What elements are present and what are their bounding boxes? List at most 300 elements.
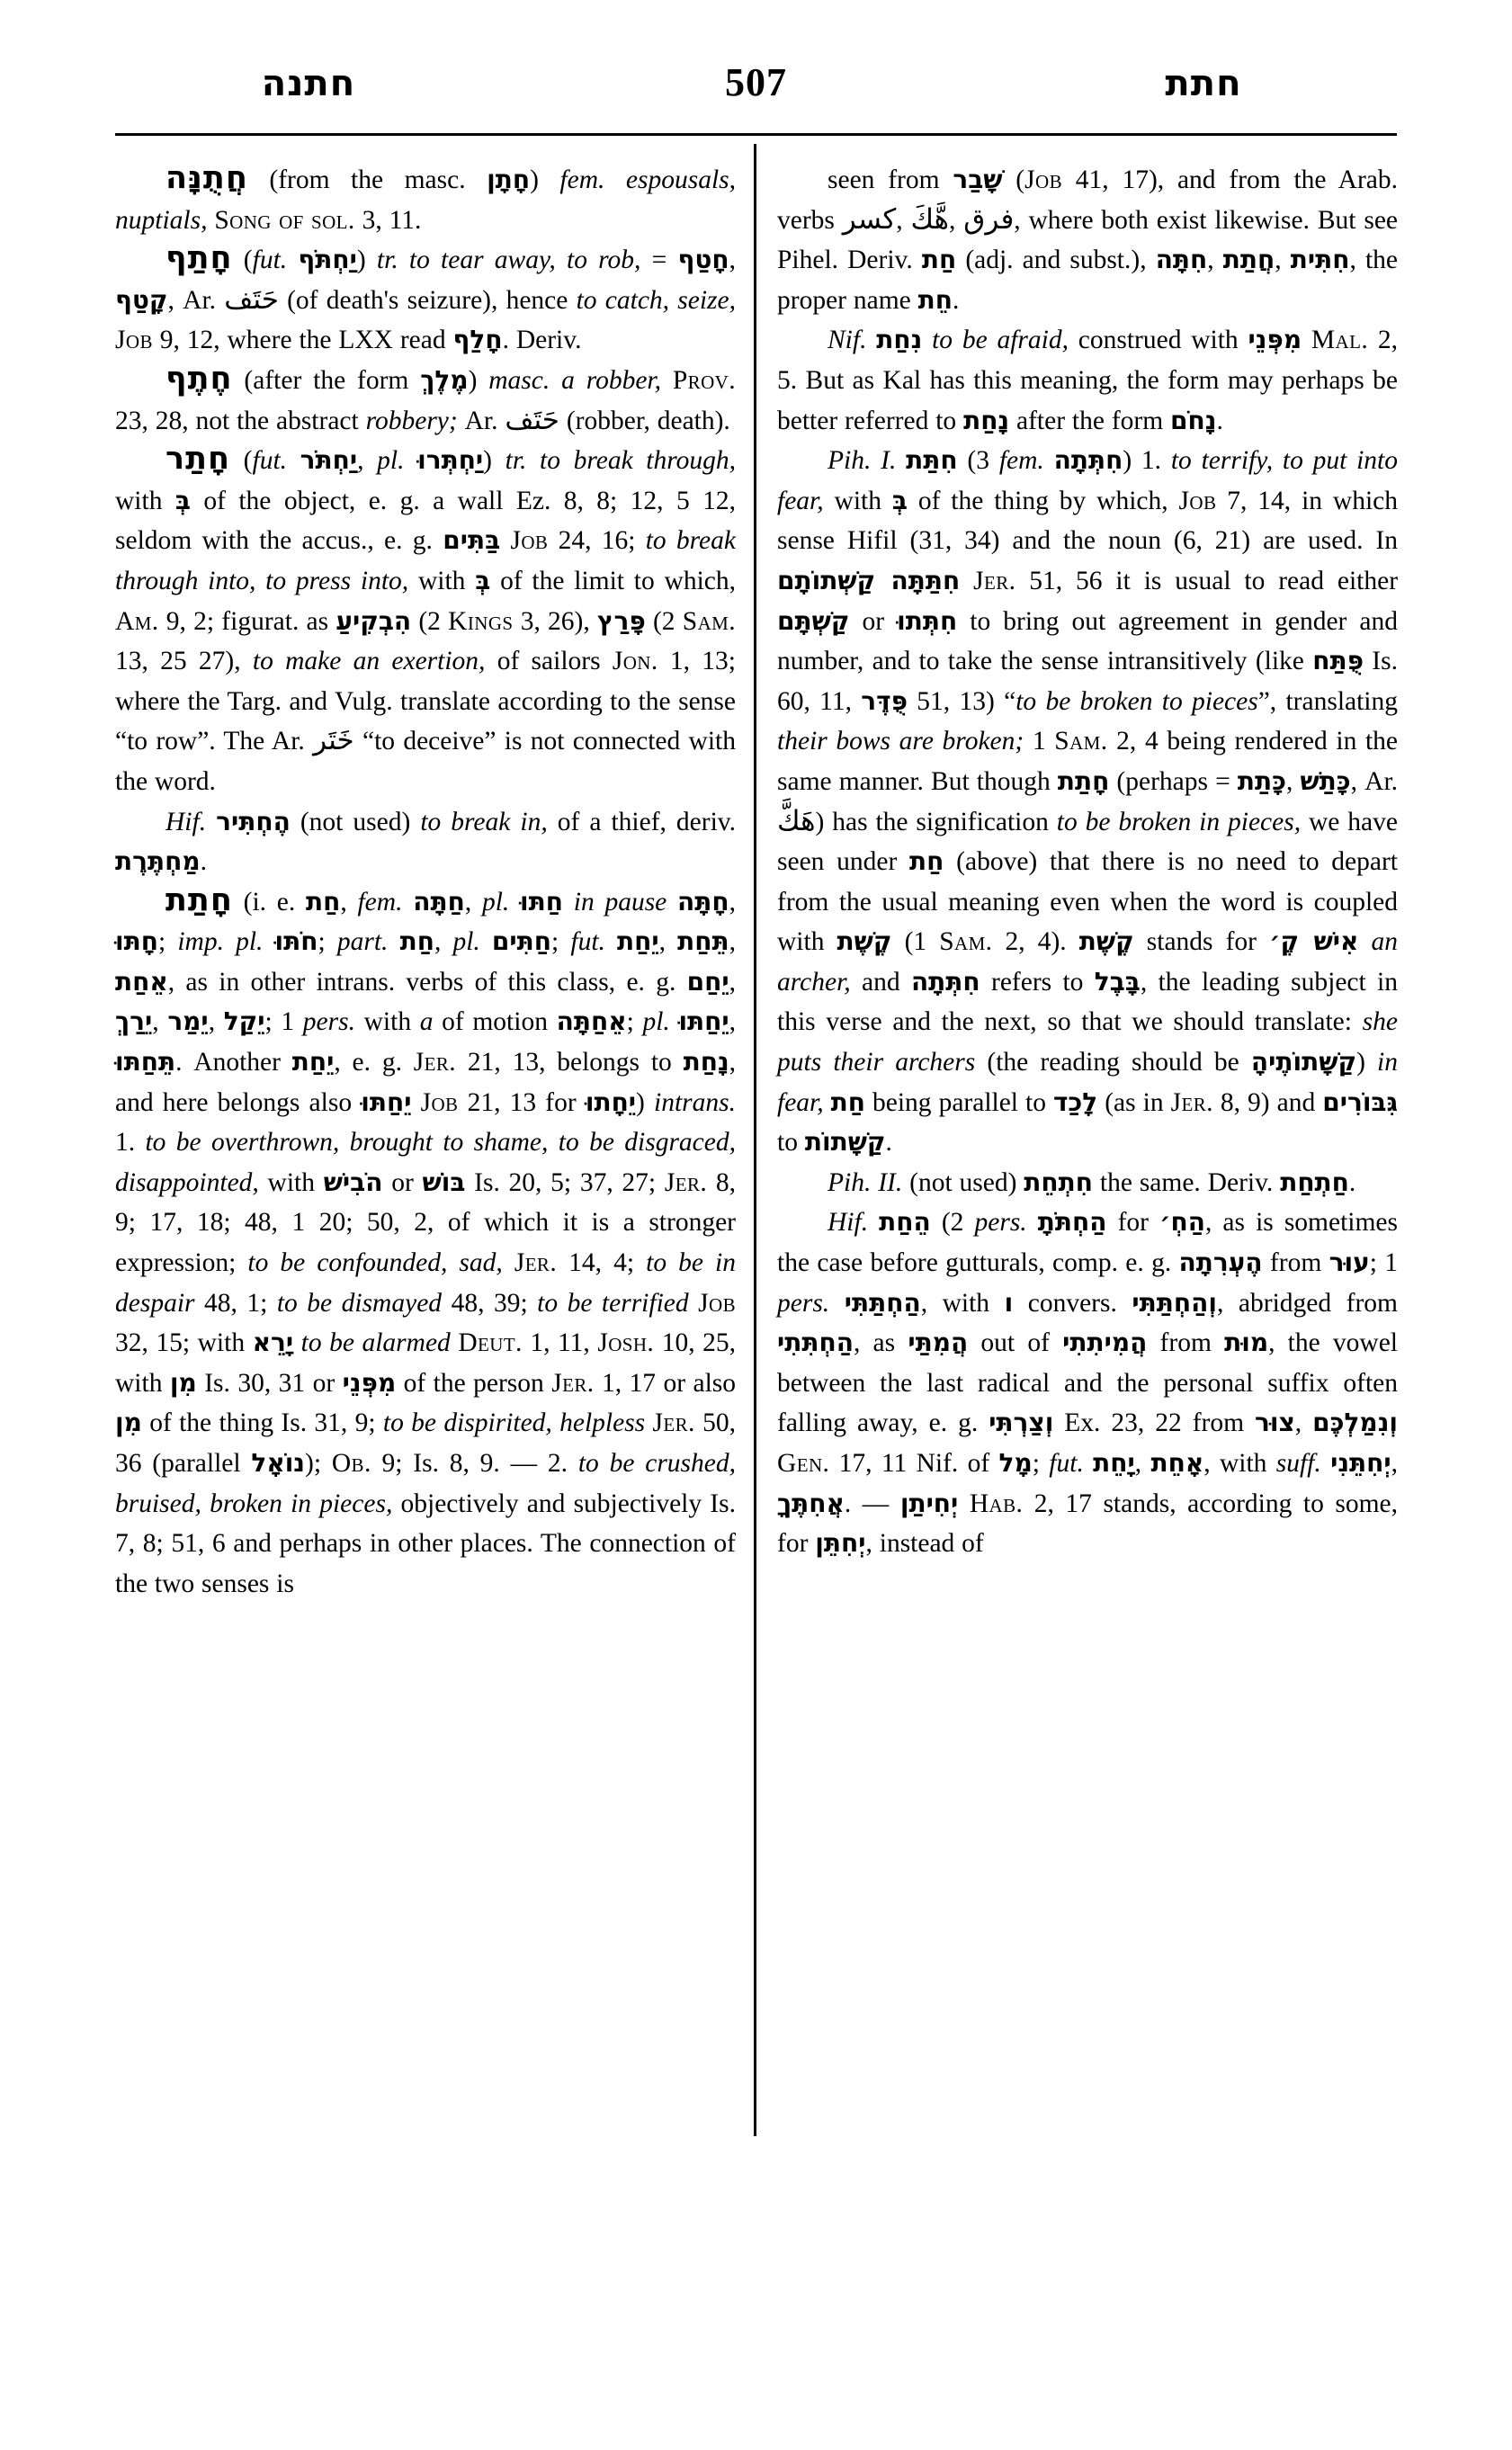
- hebrew-word: הַחְתֹּתָ: [1037, 1207, 1107, 1238]
- hebrew-word: אָחֵת: [1150, 1448, 1204, 1478]
- entry-lemma: חָתַת: [166, 881, 233, 918]
- body-text: the same. Deriv.: [1093, 1167, 1281, 1197]
- hebrew-word: הַחְתִּתִי: [777, 1328, 854, 1358]
- body-text: [1358, 927, 1371, 956]
- hebrew-word: גִּבּוֹרִים: [1322, 1086, 1399, 1117]
- scripture-reference: Sam.: [939, 927, 993, 957]
- body-text: ,: [896, 205, 911, 235]
- scripture-reference: Job: [420, 1087, 459, 1117]
- body-text: ): [468, 365, 489, 395]
- body-text: 1: [1032, 727, 1055, 756]
- hebrew-word: צוּר: [1255, 1408, 1295, 1438]
- conjugation-label: Hif.: [166, 807, 207, 836]
- hebrew-word: חַתִּים: [491, 926, 552, 957]
- gloss-italic: to be afraid,: [932, 326, 1078, 355]
- hebrew-word: חָתָן: [487, 165, 531, 194]
- body-text: , the proper name: [777, 246, 1399, 315]
- page-number: 507: [725, 60, 787, 104]
- gloss-italic: to break through into, to press into,: [115, 526, 736, 595]
- body-text: , e. g.: [334, 1048, 414, 1077]
- dictionary-entry: [115, 441, 736, 801]
- left-column: [115, 160, 736, 1604]
- hebrew-word: מִן: [169, 1367, 197, 1398]
- hebrew-word: חִתְחֵת: [1024, 1167, 1094, 1197]
- body-text: 32, 15; with: [115, 1328, 253, 1358]
- body-text: with: [115, 486, 175, 515]
- hebrew-word: קַשָּׁתוֹתֶיהָ: [1250, 1047, 1357, 1077]
- body-text: stands for: [1133, 927, 1270, 957]
- gloss-italic: imp. pl.: [177, 927, 275, 957]
- body-text: ): [636, 1087, 655, 1117]
- scripture-reference: Jer.: [413, 1048, 457, 1077]
- hebrew-word: פֻּתַּח: [1312, 646, 1364, 676]
- dictionary-entry: [777, 320, 1398, 441]
- body-text: ,: [729, 967, 736, 997]
- body-text: ) 1.: [1123, 446, 1171, 476]
- gloss-italic: fem. espousals, nuptials,: [115, 165, 737, 235]
- hebrew-word: וְהַחְתַּתִּי: [1132, 1287, 1217, 1318]
- scripture-reference: Deut.: [458, 1328, 523, 1358]
- scripture-reference: Job: [1178, 486, 1217, 515]
- hebrew-word: יָרֵא: [252, 1328, 294, 1358]
- body-text: we have seen under: [777, 807, 1398, 877]
- body-text: ,: [464, 887, 482, 917]
- gloss-italic: pl.: [377, 446, 418, 476]
- hebrew-word: נָחֹם: [1170, 405, 1217, 435]
- body-text: with: [417, 566, 476, 595]
- gloss-italic: fut.: [252, 246, 299, 275]
- hebrew-word: יְחִתֵּן: [815, 1528, 866, 1559]
- gloss-italic: pers.: [777, 1288, 845, 1318]
- gloss-italic: masc. a robber,: [488, 365, 673, 395]
- gloss-italic: to be alarmed: [300, 1328, 459, 1358]
- body-text: 9, 2; figurat. as: [158, 606, 336, 636]
- body-text: 9; Is. 8, 9. — 2.: [371, 1449, 578, 1478]
- hebrew-word: פָּרַץ: [596, 605, 646, 636]
- body-text: .: [200, 847, 207, 877]
- hebrew-word: בְּ: [891, 485, 908, 515]
- hebrew-word: קַשָּׁתוֹת: [804, 1127, 886, 1158]
- gloss-italic: suff.: [1275, 1449, 1331, 1478]
- hebrew-word: אֲחִתֶּךָ: [777, 1488, 845, 1518]
- dictionary-entry: [777, 1203, 1398, 1563]
- running-head-right-hebrew: חתת: [1165, 63, 1242, 104]
- body-text: refers to: [980, 967, 1095, 997]
- body-text: ,: [340, 887, 358, 917]
- hebrew-word: חִתִּית: [1290, 245, 1350, 275]
- body-text: ; 1: [264, 1007, 303, 1037]
- body-text: .: [1216, 406, 1223, 435]
- conjugation-label: Pih. I.: [828, 446, 897, 476]
- entry-lemma: חָתַף: [166, 240, 233, 277]
- body-text: [293, 1328, 301, 1357]
- body-text: , and here belongs also: [115, 1048, 737, 1117]
- hebrew-word: קַשְׁתָּם: [777, 605, 850, 636]
- hebrew-word: תֵּחַתּוּ: [115, 1047, 176, 1077]
- hebrew-word: יַחְתֹּף: [298, 245, 357, 275]
- body-text: , the leading subject in this verse and the next, so that we should translate:: [777, 967, 1398, 1037]
- body-text: 1, 13; where the Targ. and Vulg. translate according to the sense “to row”. The Ar.: [115, 647, 737, 756]
- body-text: , as is sometimes the case before gutturals, comp. e. g.: [777, 1208, 1399, 1278]
- hebrew-word: מִן: [115, 1408, 142, 1438]
- scripture-reference: Job: [1024, 165, 1063, 194]
- hebrew-word: יֵחָתוּ: [585, 1086, 637, 1117]
- body-text: 2, 4 being rendered in the same manner. But though: [777, 727, 1399, 796]
- body-text: (after the form: [244, 365, 421, 395]
- body-text: of the thing Is. 31, 9;: [141, 1408, 383, 1438]
- hebrew-word: עוּר: [1329, 1247, 1370, 1278]
- hebrew-word: חֲתַת: [1222, 245, 1275, 275]
- hebrew-word: הֲמִתַּי: [908, 1328, 969, 1358]
- body-text: =: [651, 246, 678, 275]
- hebrew-word: חַת: [399, 926, 434, 957]
- gloss-italic: intrans.: [654, 1087, 736, 1117]
- hebrew-word: חִתָּה: [1155, 245, 1208, 275]
- body-text: ,: [729, 927, 737, 957]
- hebrew-word: מָל: [998, 1448, 1033, 1478]
- dictionary-entry: [115, 361, 736, 441]
- hebrew-word: יֵקַל: [223, 1006, 265, 1037]
- hebrew-word: הֵחַת: [879, 1207, 931, 1238]
- body-text: . —: [844, 1489, 900, 1518]
- gloss-italic: fem.: [998, 446, 1054, 476]
- gloss-italic: to break in,: [420, 807, 558, 836]
- body-text: (as in: [1097, 1087, 1171, 1117]
- body-text: seen from: [828, 165, 953, 194]
- hebrew-word: חִתְּתָה: [1053, 445, 1123, 476]
- gloss-italic: pl.: [642, 1007, 679, 1037]
- hebrew-word: הֹבִישׁ: [323, 1167, 383, 1197]
- body-text: 14, 4;: [557, 1248, 647, 1278]
- hebrew-word: חָתּוּ: [115, 926, 158, 957]
- body-text: ,: [729, 887, 736, 917]
- scripture-reference: Jer.: [551, 1368, 595, 1398]
- body-text: (of death's seizure), hence: [278, 285, 577, 315]
- gloss-italic: to be confounded, sad,: [247, 1248, 514, 1278]
- body-text: , instead of: [865, 1529, 984, 1559]
- body-text: 3, 11.: [354, 205, 422, 235]
- body-text: ): [530, 165, 560, 194]
- body-text: [958, 1489, 970, 1518]
- hebrew-word: מִפְּנֵי: [342, 1367, 397, 1398]
- gloss-italic: pers.: [974, 1208, 1038, 1238]
- dictionary-entry: [115, 802, 736, 882]
- hebrew-word: חָטַף: [677, 245, 729, 275]
- hebrew-word: חִתַּתָּה קַשְּׁתוֹתָם: [777, 565, 961, 595]
- body-text: 13, 25 27),: [115, 647, 253, 676]
- body-text: [563, 888, 574, 917]
- hebrew-word: יַחְתְּרוּ: [417, 445, 484, 476]
- hebrew-word: יְחִיתַן: [899, 1488, 959, 1518]
- body-text: ): [1356, 1048, 1378, 1077]
- arabic-word: هَكَّ: [777, 804, 816, 837]
- hebrew-word: חַת: [830, 1086, 866, 1117]
- hebrew-word: יֵמַר: [167, 1006, 209, 1037]
- gloss-italic: to be dispirited, helpless: [382, 1408, 653, 1438]
- body-text: ): [483, 446, 505, 476]
- hebrew-word: יַחְתֹּר: [300, 445, 358, 476]
- hebrew-word: יֵחַת: [291, 1047, 335, 1077]
- body-text: ,: [1285, 766, 1301, 796]
- body-text: of the thing by which,: [907, 486, 1179, 515]
- gloss-italic: to be broken in pieces,: [1056, 807, 1309, 836]
- body-text: Is. 60, 11,: [777, 647, 1398, 716]
- body-text: 2, 5. But as Kal has this meaning, the form may perhaps be better referred to: [777, 326, 1399, 435]
- hebrew-word: מֶלֶךְ: [420, 364, 469, 395]
- body-text: ,: [1207, 246, 1223, 275]
- body-text: 3, 26),: [513, 606, 597, 636]
- hebrew-word: חַתּוּ: [520, 886, 563, 917]
- body-text: );: [305, 1449, 332, 1478]
- body-text: (3: [957, 446, 999, 476]
- hebrew-word: חֵת: [917, 284, 953, 315]
- entry-lemma: חֲתֻנָּה: [166, 160, 248, 196]
- hebrew-word: כָּתַשׁ: [1300, 765, 1351, 796]
- body-text: ,: [357, 446, 378, 476]
- gloss-italic: their bows are broken;: [777, 727, 1033, 756]
- hebrew-word: קֶשֶׁת: [1078, 926, 1134, 957]
- body-text: .: [1348, 1167, 1356, 1197]
- hebrew-word: חַת: [305, 886, 341, 917]
- arabic-word: فرق: [963, 202, 1015, 236]
- conjugation-label: Hif.: [828, 1208, 869, 1238]
- hebrew-word: חִתְּתוּ: [897, 605, 958, 636]
- arabic-word: حَتَف: [224, 282, 279, 316]
- body-text: to: [777, 1128, 805, 1158]
- gloss-italic: to catch, seize,: [576, 285, 736, 315]
- body-text: of the person: [396, 1368, 552, 1398]
- body-text: or: [382, 1167, 423, 1197]
- body-text: ,: [729, 1007, 737, 1037]
- hebrew-word: הֶעְרִתָה: [1178, 1247, 1263, 1278]
- hebrew-word: קֶשֶׁת: [837, 926, 892, 957]
- body-text: . Deriv.: [502, 326, 582, 355]
- body-text: “to deceive” is not connected with the word.: [115, 727, 736, 796]
- gloss-italic: to be crushed, bruised, broken in pieces,: [115, 1449, 737, 1518]
- hebrew-word: בָּבֶל: [1094, 966, 1141, 997]
- scripture-reference: Josh.: [597, 1328, 655, 1358]
- hebrew-word: בּוֹשׁ: [422, 1167, 466, 1197]
- gloss-italic: robbery;: [365, 406, 465, 435]
- scripture-reference: Job: [698, 1288, 736, 1318]
- body-text: 50, 36 (parallel: [115, 1408, 737, 1478]
- hebrew-word: חָתַת: [1057, 765, 1110, 796]
- hebrew-word: הַחְ׳: [1159, 1207, 1205, 1238]
- body-text: ;: [157, 927, 178, 957]
- body-text: 48, 1;: [204, 1288, 277, 1318]
- scripture-reference: Song of sol.: [214, 205, 355, 235]
- conjugation-label: Pih. II.: [828, 1167, 903, 1197]
- gloss-italic: pl.: [452, 927, 492, 957]
- hebrew-word: הֲמִיתִתִי: [1062, 1328, 1148, 1358]
- body-text: (i. e.: [243, 887, 306, 917]
- gloss-italic: in fear,: [777, 1048, 1398, 1117]
- hebrew-word: חַת: [921, 245, 957, 275]
- body-text: ,: [658, 927, 678, 957]
- body-text: with: [267, 1167, 324, 1197]
- body-text: 17, 11 Nif. of: [829, 1449, 999, 1478]
- hebrew-word: נָחַת: [683, 1047, 729, 1077]
- body-text: , with: [1203, 1449, 1276, 1478]
- hebrew-word: חָלַף: [452, 325, 503, 355]
- right-column: [777, 160, 1398, 1564]
- body-text: (not used): [909, 1167, 1024, 1197]
- body-text: Is. 30, 31 or: [196, 1368, 343, 1398]
- body-text: and: [862, 967, 911, 997]
- body-text: ,: [1134, 1449, 1151, 1478]
- scripture-reference: Hab.: [969, 1489, 1024, 1518]
- body-text: to bring out agreement in gender and number, and to take the sense intransitively (like: [777, 606, 1398, 676]
- hebrew-word: תֵּחַת: [677, 926, 729, 957]
- scripture-reference: Jer.: [652, 1408, 695, 1438]
- hebrew-word: נוֹאָל: [251, 1448, 305, 1478]
- body-text: ,: [1294, 1408, 1313, 1438]
- body-text: Is. 20, 5; 37, 27;: [465, 1167, 665, 1197]
- body-text: ”, translating: [1257, 686, 1399, 716]
- body-text: 1, 17 or also: [594, 1368, 736, 1398]
- body-text: from: [1262, 1248, 1329, 1278]
- body-text: (: [1002, 165, 1025, 194]
- body-text: ,: [434, 927, 453, 957]
- body-text: 51, 56 it is usual to read either: [1015, 566, 1399, 595]
- scripture-reference: Ob.: [331, 1449, 371, 1478]
- hebrew-word: אִישׁ קֶ׳: [1269, 926, 1359, 957]
- gloss-italic: to be in despair: [115, 1248, 736, 1318]
- body-text: 21, 13, belongs to: [456, 1048, 684, 1077]
- hebrew-word: יָחֵת: [1093, 1448, 1135, 1478]
- hebrew-word: הִבְקִיעַ: [336, 605, 412, 636]
- arabic-word: حَتَف: [505, 403, 559, 436]
- body-text: construed with: [1078, 326, 1248, 355]
- body-text: 48, 39;: [451, 1288, 538, 1318]
- body-text: , abridged from: [1217, 1288, 1398, 1318]
- body-text: Ex. 23, 22 from: [1053, 1408, 1256, 1438]
- body-text: 10, 25, with: [115, 1328, 736, 1398]
- gloss-italic: tr. to tear away, to rob,: [376, 246, 652, 275]
- scripture-reference: Job: [115, 326, 153, 355]
- body-text: 8, 9; 17, 18; 48, 1 20; 50, 2, of which it is a stronger expression;: [115, 1167, 737, 1278]
- body-text: ;: [626, 1007, 643, 1037]
- body-text: 2, 4).: [992, 927, 1079, 957]
- body-text: ;: [551, 927, 571, 957]
- scripture-reference: Jer.: [1170, 1087, 1213, 1117]
- hebrew-word: נִחַת: [876, 325, 923, 355]
- body-text: 41, 17), and from the Arab. verbs: [777, 165, 1399, 235]
- body-text: objectively and subjectively Is. 7, 8; 51, 6 and perhaps in other places. The connection of the two senses is: [115, 1489, 736, 1598]
- conjugation-label: Nif.: [828, 326, 867, 355]
- body-text: of a thief, deriv.: [557, 807, 736, 836]
- scripture-reference: Gen.: [777, 1449, 830, 1478]
- body-text: being parallel to: [865, 1087, 1053, 1117]
- body-text: ,: [949, 205, 964, 235]
- body-text: ,: [1391, 1449, 1398, 1478]
- body-text: , Ar.: [167, 285, 225, 315]
- body-text: 51, 13) “: [908, 686, 1016, 716]
- body-text: , the vowel between the last radical and the personal suffix often falling away, e. g.: [777, 1328, 1399, 1438]
- hebrew-word: חַת: [909, 846, 944, 877]
- hebrew-word: כָּתַת: [1237, 765, 1286, 796]
- body-text: ) has the signification: [815, 807, 1057, 836]
- hebrew-word: הֶחְתִּיר: [216, 806, 291, 836]
- hebrew-word: פֻּדֶּר: [861, 685, 908, 716]
- body-text: (not used): [290, 807, 421, 836]
- body-text: (1: [891, 927, 940, 957]
- hebrew-word: חַתָּה: [413, 886, 465, 917]
- body-text: of motion: [442, 1007, 557, 1037]
- hebrew-word: יֵחַתּוּ: [361, 1086, 412, 1117]
- body-text: [922, 326, 932, 354]
- hebrew-word: שָׁבַר: [953, 165, 1003, 194]
- dictionary-entry: [777, 441, 1398, 1163]
- dictionary-entry: [777, 160, 1398, 320]
- body-text: (2: [411, 606, 449, 636]
- gloss-italic: fem.: [357, 887, 414, 917]
- body-text: ; 1: [1369, 1248, 1399, 1278]
- gloss-italic: to terrify, to put into fear,: [777, 446, 1399, 515]
- body-text: , with: [920, 1288, 1005, 1318]
- running-head-left-hebrew: חתנה: [261, 63, 356, 104]
- gloss-italic: an archer,: [777, 927, 1399, 997]
- gloss-italic: to make an exertion,: [252, 647, 497, 676]
- scripture-reference: Jon.: [612, 647, 658, 676]
- hebrew-word: מַחְתֶּרֶת: [115, 846, 201, 877]
- hebrew-word: מִפְּנֵי: [1248, 325, 1302, 355]
- hebrew-word: חִתְּתָה: [910, 966, 980, 997]
- body-text: (2: [645, 606, 683, 636]
- body-text: 24, 16;: [548, 526, 646, 556]
- running-head: [115, 59, 1397, 115]
- body-text: (perhaps =: [1109, 766, 1238, 796]
- body-text: with: [363, 1007, 420, 1037]
- body-text: of the limit to which,: [490, 566, 736, 595]
- body-text: , Ar.: [1350, 766, 1399, 796]
- body-text: (the reading should be: [987, 1048, 1251, 1077]
- hebrew-word: וְנִמַלְכֶּם: [1312, 1408, 1398, 1438]
- body-text: (above) that there is no need to depart from the usual meaning even when the word is coupled with: [777, 847, 1399, 957]
- body-text: out of: [968, 1328, 1063, 1358]
- hebrew-word: יֵחַתּוּ: [678, 1006, 729, 1037]
- arabic-word: خَتَر: [313, 724, 354, 757]
- scripture-reference: Sam.: [1054, 727, 1108, 756]
- body-text: (: [243, 446, 253, 476]
- scripture-reference: Kings: [448, 606, 514, 636]
- gloss-italic: fut.: [570, 927, 618, 957]
- arabic-word: هَّكَ: [910, 202, 950, 236]
- scripture-reference: Sam.: [682, 606, 736, 636]
- hebrew-word: יֵחַת: [617, 926, 659, 957]
- body-text: 21, 13 for: [458, 1087, 586, 1117]
- hebrew-word: יֵרַךְ: [115, 1006, 153, 1037]
- body-text: ,: [1275, 246, 1291, 275]
- entry-lemma: חָתַר: [166, 441, 231, 478]
- body-text: (adj. and subst.),: [956, 246, 1156, 275]
- scripture-reference: Job: [510, 526, 549, 556]
- scripture-reference: Jer.: [514, 1248, 558, 1278]
- body-text: 1.: [115, 1128, 146, 1158]
- dictionary-entry: [115, 882, 736, 1605]
- body-text: (from the masc.: [269, 165, 488, 194]
- body-text: 7, 14, in which sense Hifil (31, 34) and the noun (6, 21) are used. In: [777, 486, 1398, 556]
- body-text: (robber, death).: [559, 406, 730, 435]
- hebrew-word: יֵחַם: [686, 966, 729, 997]
- body-text: .: [953, 285, 960, 315]
- scripture-reference: Jer.: [664, 1167, 708, 1197]
- body-text: 23, 28, not the abstract: [115, 406, 366, 435]
- hebrew-word: אֵחַתָּה: [556, 1006, 627, 1037]
- hebrew-word: בְּ: [174, 485, 191, 515]
- gloss-italic: to be terrified: [537, 1288, 699, 1318]
- gloss-italic: to be overthrown, brought to shame, to be disgraced, disappointed,: [115, 1128, 736, 1197]
